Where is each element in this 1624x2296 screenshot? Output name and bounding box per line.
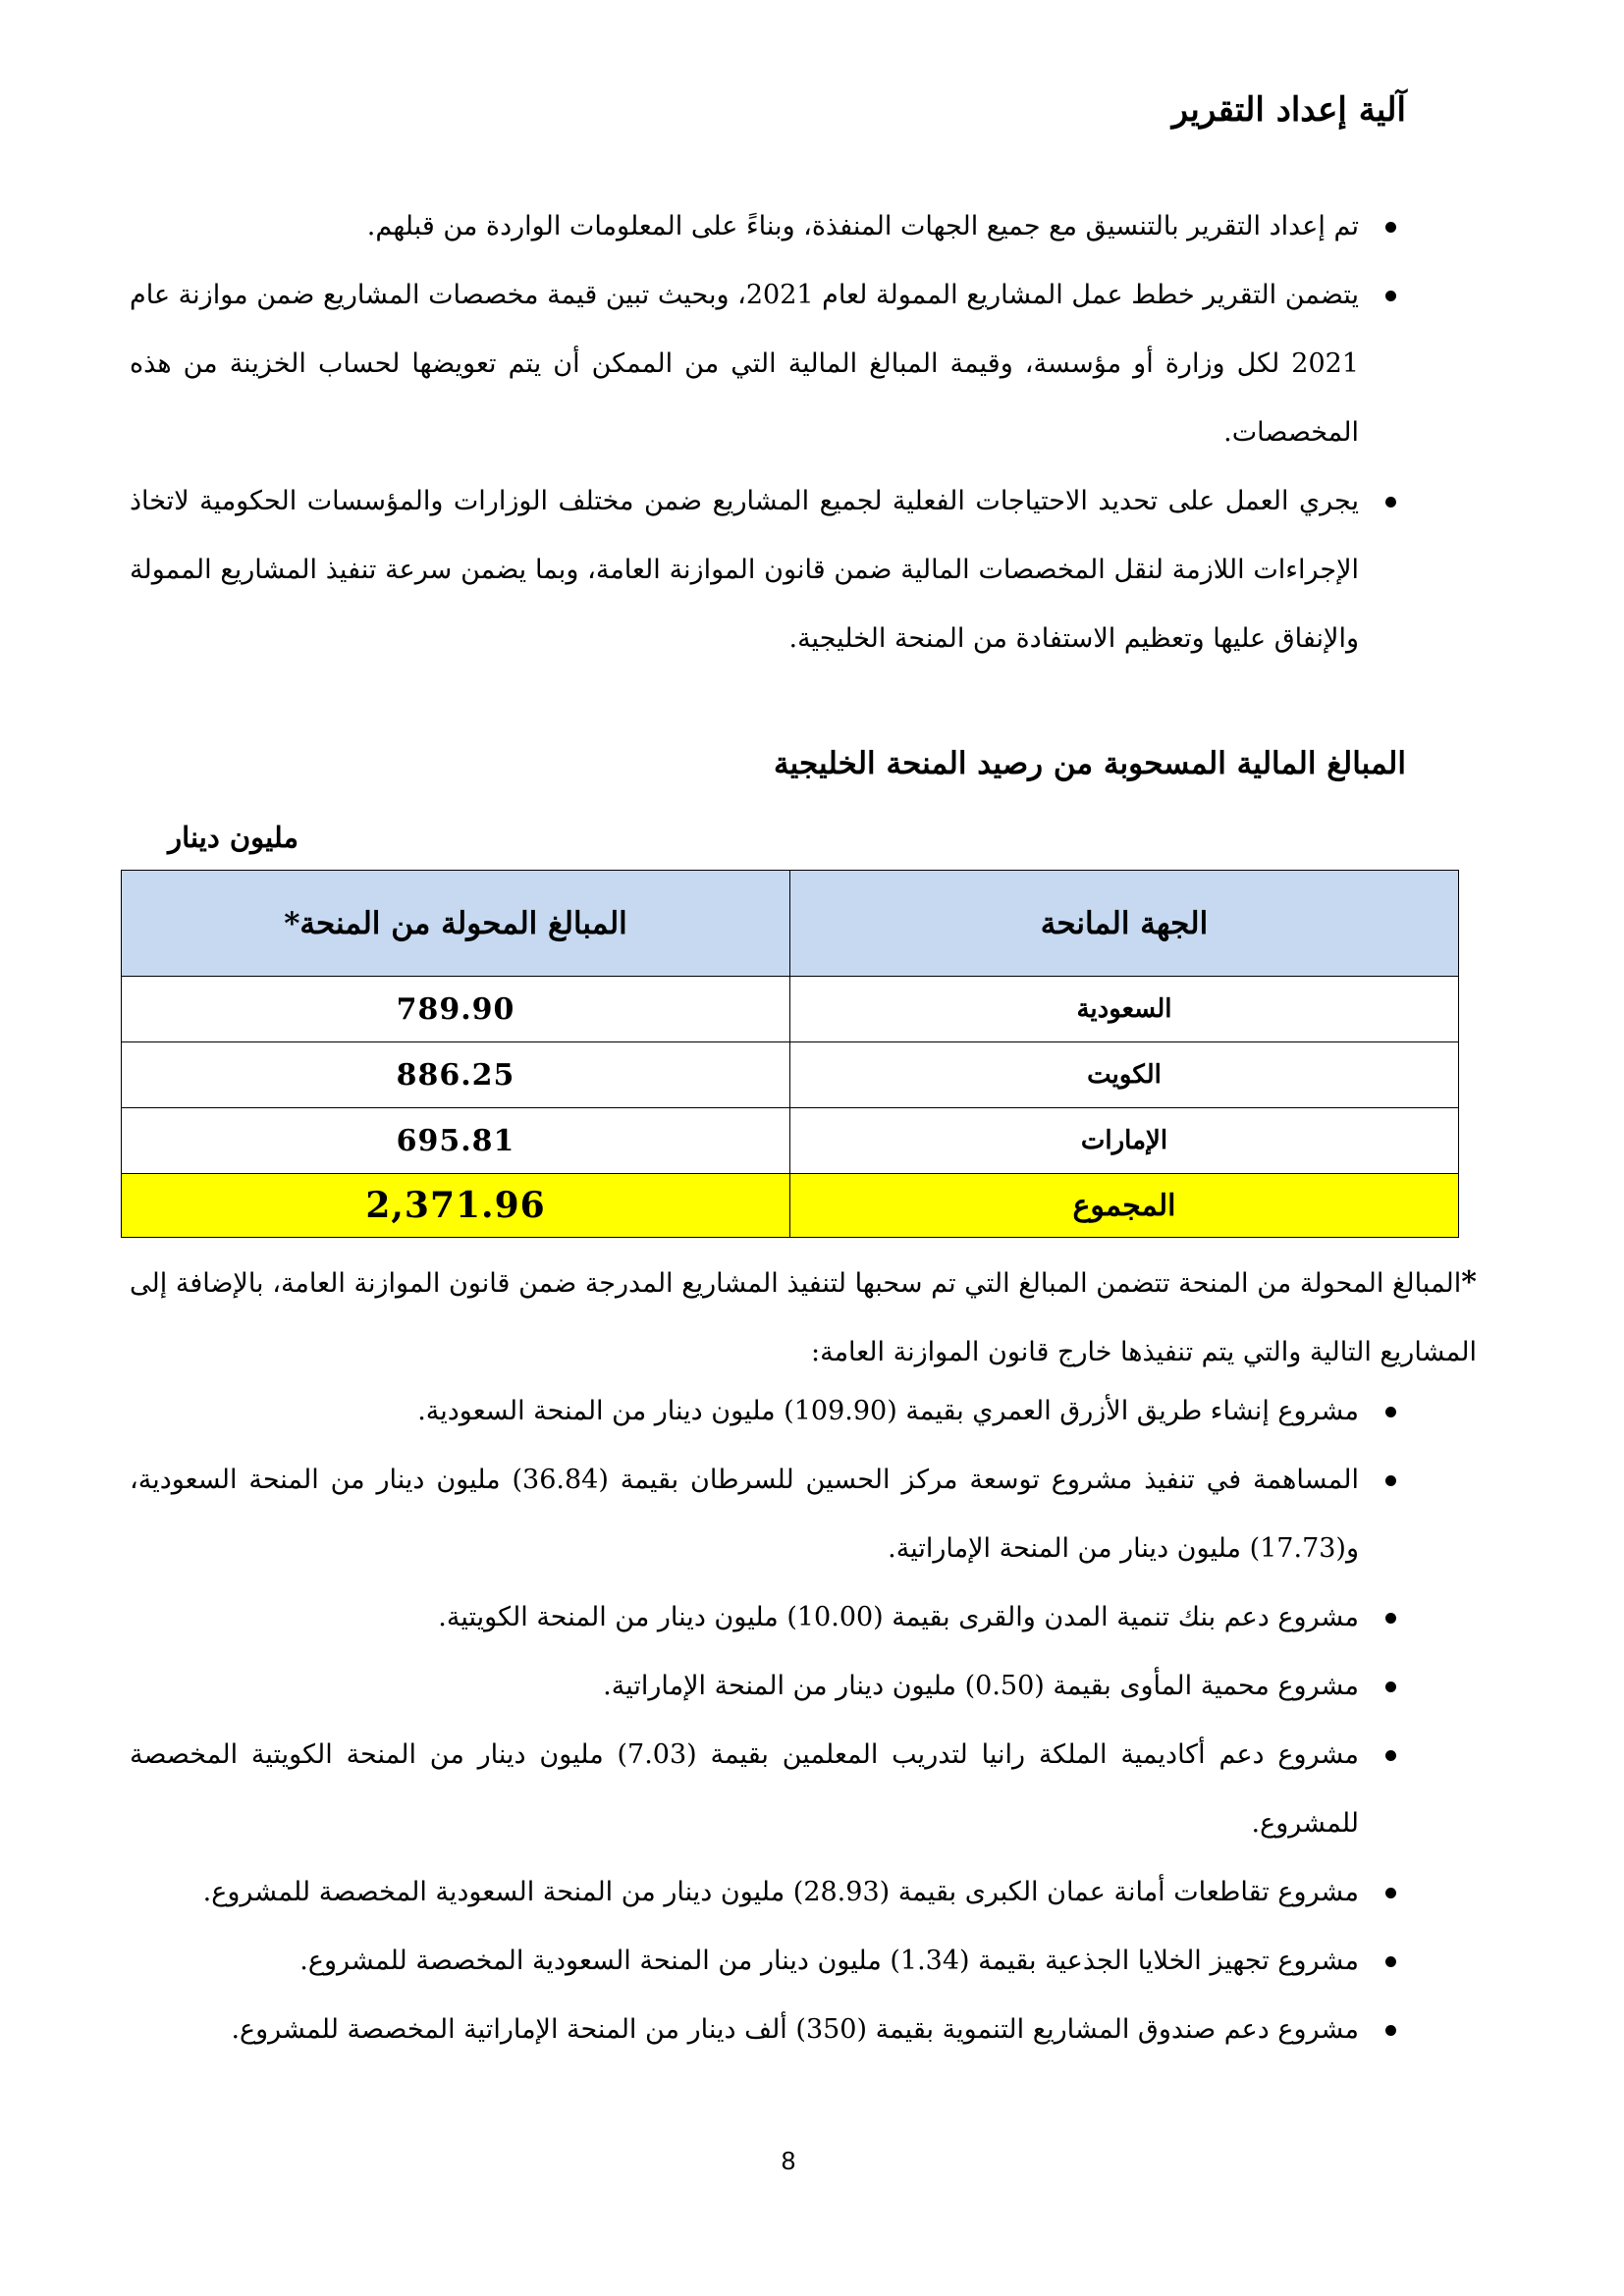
project-bullet-list (130, 1377, 1406, 2064)
table-row (122, 1042, 1459, 1108)
table-header-row (122, 871, 1459, 977)
intro-bullet: يجري العمل على تحديد الاحتياجات الفعلية لجميع المشاريع ضمن مختلف الوزارات والمؤسسات الحكومية لاتخاذ الإجراءات اللازمة لنقل المخصصات المالية ضمن قانون الموازنة العامة، وبما يضمن سرعة تنفيذ المشاريع الممولة والإنفاق عليها وتعظيم الاستفادة من المنحة الخليجية. (130, 467, 1406, 673)
project-bullet: مشروع إنشاء طريق الأزرق العمري بقيمة (109.90) مليون دينار من المنحة السعودية. (130, 1377, 1406, 1446)
table-row (122, 1108, 1459, 1174)
header-donor: الجهة المانحة (790, 871, 1459, 977)
intro-bullet: يتضمن التقرير خطط عمل المشاريع الممولة لعام 2021، وبحيث تبين قيمة مخصصات المشاريع ضمن موازنة عام 2021 لكل وزارة أو مؤسسة، وقيمة المبالغ المالية التي من الممكن أن يتم تعويضها لحساب الخزينة من هذه المخصصات. (130, 261, 1406, 467)
intro-bullet: تم إعداد التقرير بالتنسيق مع جميع الجهات المنفذة، وبناءً على المعلومات الواردة من قبلهم. (130, 192, 1406, 261)
donor-cell: الإمارات (790, 1108, 1459, 1174)
donor-cell: السعودية (790, 977, 1459, 1042)
amount-cell: 886.25 (122, 1042, 790, 1108)
unit-label: مليون دينار (168, 821, 298, 854)
intro-bullet-list (130, 192, 1406, 673)
footnote-marker: * (1461, 1265, 1477, 1300)
amount-cell: 789.90 (122, 977, 790, 1042)
footnote-text: المبالغ المحولة من المنحة تتضمن المبالغ التي تم سحبها لتنفيذ المشاريع المدرجة ضمن قانون الموازنة العامة، بالإضافة إلى المشاريع التالية والتي يتم تنفيذها خارج قانون الموازنة العامة: (130, 1268, 1477, 1367)
project-bullet: مشروع محمية المأوى بقيمة (0.50) مليون دينار من المنحة الإماراتية. (130, 1652, 1406, 1721)
grant-withdrawals-table (121, 870, 1459, 1238)
header-amount: المبالغ المحولة من المنحة* (122, 871, 790, 977)
project-bullet: مشروع دعم بنك تنمية المدن والقرى بقيمة (10.00) مليون دينار من المنحة الكويتية. (130, 1583, 1406, 1652)
page-heading: آلية إعداد التقرير (1171, 90, 1406, 130)
project-bullet: المساهمة في تنفيذ مشروع توسعة مركز الحسين للسرطان بقيمة (36.84) مليون دينار من المنحة السعودية، و(17.73) مليون دينار من المنحة الإماراتية. (130, 1446, 1406, 1583)
project-bullet: مشروع دعم صندوق المشاريع التنموية بقيمة (350) ألف دينار من المنحة الإماراتية المخصصة للمشروع. (130, 1996, 1406, 2064)
project-bullet: مشروع تجهيز الخلايا الجذعية بقيمة (1.34) مليون دينار من المنحة السعودية المخصصة للمشروع. (130, 1927, 1406, 1996)
donor-cell: الكويت (790, 1042, 1459, 1108)
project-bullet: مشروع تقاطعات أمانة عمان الكبرى بقيمة (28.93) مليون دينار من المنحة السعودية المخصصة للمشروع. (130, 1858, 1406, 1927)
table-row (122, 977, 1459, 1042)
table-footnote (130, 1249, 1477, 1387)
total-amount-cell: 2,371.96 (122, 1174, 790, 1238)
page-number: 8 (781, 2146, 796, 2175)
table-section-title: المبالغ المالية المسحوبة من رصيد المنحة الخليجية (774, 746, 1406, 781)
project-bullet: مشروع دعم أكاديمية الملكة رانيا لتدريب المعلمين بقيمة (7.03) مليون دينار من المنحة الكويتية المخصصة للمشروع. (130, 1721, 1406, 1858)
amount-cell: 695.81 (122, 1108, 790, 1174)
total-label-cell: المجموع (790, 1174, 1459, 1238)
total-row (122, 1174, 1459, 1238)
